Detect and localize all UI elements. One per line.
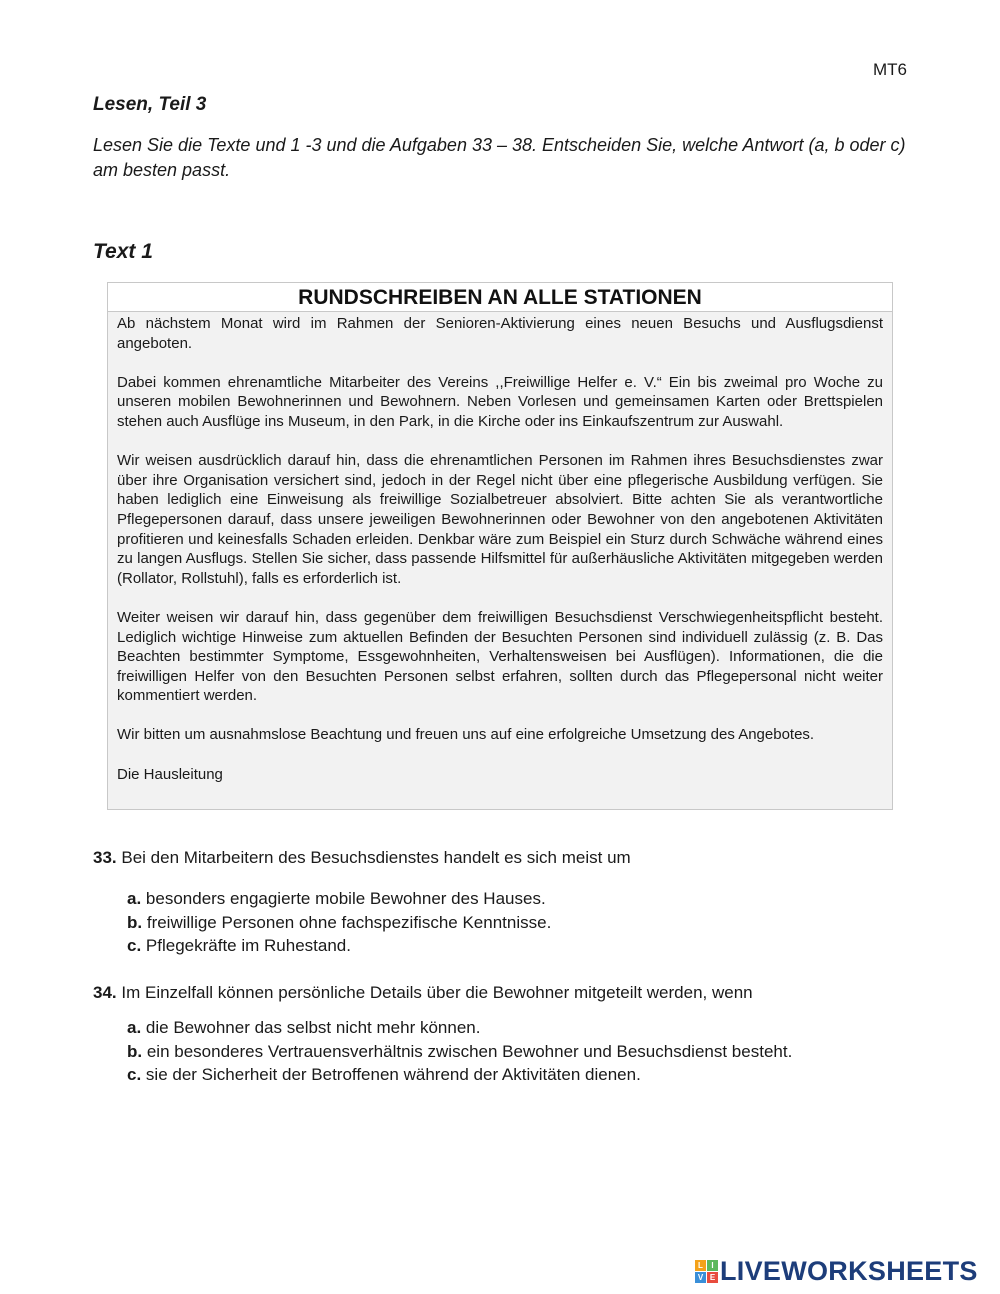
notice-paragraph: Wir bitten um ausnahmslose Beachtung und freuen uns auf eine erfolgreiche Umsetzung des Angebotes.: [117, 726, 815, 744]
logo-mark-tile: I: [707, 1260, 718, 1271]
text-1-heading: Text 1: [93, 240, 153, 263]
option-text: Pflegekräfte im Ruhestand.: [145, 936, 351, 955]
option-letter: a.: [127, 889, 142, 908]
section-title: Lesen, Teil 3: [93, 94, 207, 115]
question-34-options: [127, 1016, 907, 1087]
answer-option-a[interactable]: [127, 1016, 907, 1040]
page-code: MT6: [873, 60, 907, 79]
notice-signature: Die Hausleitung: [117, 765, 223, 783]
logo-mark-tile: V: [695, 1272, 706, 1283]
answer-option-a[interactable]: [127, 887, 907, 911]
notice-paragraph: Wir weisen ausdrücklich darauf hin, dass die ehrenamtlichen Personen im Rahmen ihres Besuchsdienstes zwar über ihre Organisation versichert sind, jedoch in der Regel nicht über eine pflegerische Ausbildung verfügen. Sie haben lediglich eine Einweisung als freiwillige Sozialbetreuer absolviert. Bitte achten Sie als verantwortliche Pflegepersonen darauf, dass unsere jeweiligen Bewohnerinnen oder Bewohner von den angebotenen Aktivitäten profitieren und keinesfalls Schaden erleiden. Denkbar wäre zum Beispiel ein Sturz durch Schwäche während eines zu langen Ausflugs. Stellen Sie sicher, dass passende Hilfsmittel für außerhäusliche Aktivitäten mitgegeben werden (Rollator, Rollstuhl), falls es erforderlich ist.: [117, 452, 883, 587]
liveworksheets-logo[interactable]: [695, 1256, 978, 1287]
notice-body: [108, 312, 892, 784]
question-number: 33.: [93, 848, 117, 867]
question-number: 34.: [93, 983, 117, 1002]
logo-text: LIVEWORKSHEETS: [720, 1256, 978, 1286]
notice-title: RUNDSCHREIBEN AN ALLE STATIONEN: [108, 283, 892, 312]
answer-option-c[interactable]: [127, 934, 907, 958]
answer-option-b[interactable]: [127, 1040, 907, 1064]
logo-mark-icon: [695, 1260, 718, 1283]
notice-paragraph: Weiter weisen wir darauf hin, dass gegenüber dem freiwilligen Besuchsdienst Verschwiegenheitspflicht besteht. Lediglich wichtige Hinweise zum aktuellen Befinden der Besuchten Personen sind individuell zulässig (z. B. Das Beachten bestimmter Symptome, Essgewohnheiten, Verhaltensweisen bei Ausflügen). Informationen, die die freiwilligen Helfer von den Besuchten Personen selbst erfahren, sollten durch das Pflegepersonal nicht weiter kommentiert werden.: [117, 608, 883, 705]
circular-notice-box: [107, 282, 893, 810]
notice-paragraph: Ab nächstem Monat wird im Rahmen der Senioren-Aktivierung eines neuen Besuchs und Ausflugsdienst angeboten.: [117, 315, 883, 352]
option-letter: b.: [127, 912, 143, 932]
option-text: freiwillige Personen ohne fachspezifische Kenntnisse.: [146, 912, 552, 932]
question-text: Bei den Mitarbeitern des Besuchsdienstes handelt es sich meist um: [121, 848, 631, 867]
answer-option-c[interactable]: [127, 1063, 907, 1087]
question-33-options: [127, 887, 907, 958]
option-text: die Bewohner das selbst nicht mehr können.: [145, 1018, 481, 1037]
logo-mark-tile: E: [707, 1272, 718, 1283]
option-letter: c.: [127, 1065, 142, 1084]
option-letter: b.: [127, 1041, 143, 1061]
logo-mark-tile: L: [695, 1260, 706, 1271]
question-text: Im Einzelfall können persönliche Details über die Bewohner mitgeteilt werden, wenn: [121, 983, 753, 1002]
question-34: [93, 983, 913, 1003]
notice-paragraph: Dabei kommen ehrenamtliche Mitarbeiter des Vereins ,,Freiwillige Helfer e. V.“ Ein bis zweimal pro Woche zu unseren mobilen Bewohnerinnen und Bewohnern. Neben Vorlesen und gemeinsamen Karten oder Brettspielen stehen auch Ausflüge ins Museum, in den Park, in die Kirche oder ins Einkaufszentrum zur Auswahl.: [117, 373, 883, 430]
option-letter: a.: [127, 1018, 142, 1037]
question-33: [93, 848, 913, 868]
instructions: Lesen Sie die Texte und 1 -3 und die Aufgaben 33 – 38. Entscheiden Sie, welche Antwort (a, b oder c) am besten passt.: [93, 135, 906, 180]
answer-option-b[interactable]: [127, 911, 907, 935]
option-text: besonders engagierte mobile Bewohner des Hauses.: [145, 889, 546, 908]
option-text: sie der Sicherheit der Betroffenen während der Aktivitäten dienen.: [145, 1065, 641, 1084]
option-text: ein besonderes Vertrauensverhältnis zwischen Bewohner und Besuchsdienst besteht.: [146, 1041, 793, 1061]
option-letter: c.: [127, 936, 142, 955]
